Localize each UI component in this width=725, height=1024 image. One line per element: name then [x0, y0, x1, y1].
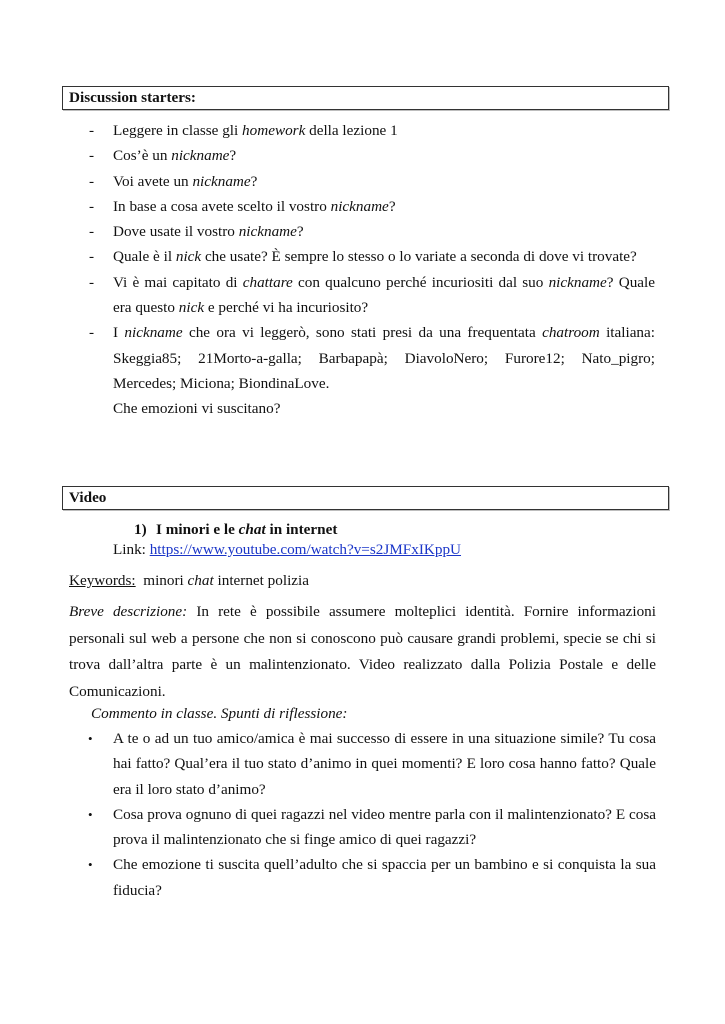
video-link-line	[113, 540, 461, 560]
italic-term: chat	[187, 572, 214, 589]
keywords-line	[69, 571, 309, 591]
italic-term: nickname	[238, 223, 297, 241]
reflection-item	[0, 802, 725, 853]
discussion-item	[0, 219, 725, 244]
keywords-values	[136, 572, 309, 589]
text-run: ?	[388, 197, 396, 215]
text-run: I	[113, 324, 125, 342]
discussion-item	[0, 143, 725, 168]
video-link[interactable]: https://www.youtube.com/watch?v=s2JMFxIKppU	[149, 541, 462, 558]
text-run: ?	[296, 223, 304, 241]
italic-term: nick	[178, 299, 205, 317]
keywords-label: Keywords:	[69, 572, 136, 589]
dash-marker-icon: -	[89, 197, 95, 215]
italic-term: nickname	[192, 172, 251, 190]
discussion-item	[0, 270, 725, 321]
text-run: ? Quale era questo	[113, 273, 655, 317]
text-run: italiana: Skeggia85; 21Morto-a-galla; Barbapapà; DiavoloNero; Furore12; Nato_pigro; Mercedes; Miciona; BiondinaLove.	[113, 324, 655, 392]
text-run: Cos’è un	[113, 147, 172, 165]
bullet-icon: •	[88, 857, 93, 873]
text-run: internet polizia	[213, 572, 310, 589]
video-header	[62, 486, 669, 510]
text-run: I minori e le	[156, 521, 239, 538]
text-run: Dove usate il vostro	[113, 223, 239, 241]
discussion-item	[0, 244, 725, 269]
bullet-icon: •	[88, 806, 93, 822]
text-run: ?	[250, 172, 258, 190]
italic-term: nickname	[548, 273, 607, 291]
text-run: con qualcuno perché incuriositi dal suo	[292, 273, 549, 291]
dash-marker-icon: -	[89, 147, 95, 165]
text-run: della lezione 1	[305, 122, 398, 139]
text-run: Voi avete un	[113, 172, 193, 190]
link-label: Link:	[113, 541, 150, 558]
text-run: Vi è mai capitato di	[113, 273, 243, 291]
discussion-item	[0, 169, 725, 194]
discussion-item-followup: Che emozioni vi suscitano?	[113, 400, 281, 418]
reflection-item-text: Che emozione ti suscita quell’adulto che si spaccia per un bambino e si conquista la sua fiducia?	[113, 856, 656, 899]
text-run: che usate? È sempre lo stesso o lo variate a seconda di dove vi trovate?	[201, 248, 637, 266]
reflection-item-text: A te o ad un tuo amico/amica è mai successo di essere in una situazione simile? Tu cosa hai fatto? Qual’era il tuo stato d’animo in quei momenti? E loro cosa hanno fatto? Quale era il loro stato d’animo?	[113, 730, 656, 798]
commento-heading: Commento in classe. Spunti di riflessione:	[91, 705, 348, 722]
bullet-icon: •	[88, 731, 93, 746]
text-run: che ora vi leggerò, sono stati presi da una frequentata	[182, 324, 543, 342]
italic-term: nick	[175, 248, 202, 266]
text-run: in internet	[265, 521, 338, 538]
reflection-list	[0, 726, 725, 903]
text-run: ?	[229, 147, 237, 165]
italic-term: nickname	[124, 324, 183, 342]
discussion-item	[0, 118, 725, 143]
video-description	[69, 599, 656, 705]
description-text: In rete è possibile assumere molteplici identità. Fornire informazioni personali sul web a persone che non si conoscono può causare grandi problemi, specie se chi si trova dall’altra parte è un malintenzionato. Video realizzato dalla Polizia Postale e delle Comunicazioni.	[69, 603, 656, 700]
text-run: minori	[135, 572, 188, 589]
dash-marker-icon: -	[89, 273, 95, 291]
reflection-item	[0, 726, 725, 802]
discussion-item	[0, 320, 725, 421]
italic-term: chattare	[242, 273, 293, 291]
video-item-title-text	[156, 521, 337, 538]
italic-term: chatroom	[542, 324, 600, 342]
video-item-title	[134, 520, 337, 540]
dash-marker-icon: -	[89, 324, 95, 342]
italic-term: nickname	[330, 197, 389, 215]
text-run: Leggere in classe gli	[113, 122, 243, 139]
dash-marker-icon: -	[89, 248, 95, 266]
discussion-starters-header	[62, 86, 669, 110]
video-item-number: 1)	[134, 521, 147, 538]
dash-marker-icon: -	[89, 122, 95, 139]
dash-marker-icon: -	[89, 223, 95, 241]
video-title-header: Video	[69, 489, 107, 506]
italic-term: homework	[242, 122, 306, 139]
discussion-item	[0, 194, 725, 219]
dash-marker-icon: -	[89, 172, 95, 190]
reflection-item-text: Cosa prova ognuno di quei ragazzi nel video mentre parla con il malintenzionato? E cosa prova il malintenzionato che si finge amico di quei ragazzi?	[113, 805, 656, 849]
discussion-list	[0, 118, 725, 422]
text-run: In base a cosa avete scelto il vostro	[113, 197, 331, 215]
reflection-item	[0, 852, 725, 903]
discussion-starters-title: Discussion starters:	[69, 89, 196, 106]
italic-term: nickname	[171, 147, 230, 165]
description-label: Breve descrizione:	[69, 603, 188, 620]
text-run: e perché vi ha incuriosito?	[204, 299, 369, 317]
text-run: Quale è il	[113, 248, 176, 266]
italic-term: chat	[238, 521, 266, 538]
